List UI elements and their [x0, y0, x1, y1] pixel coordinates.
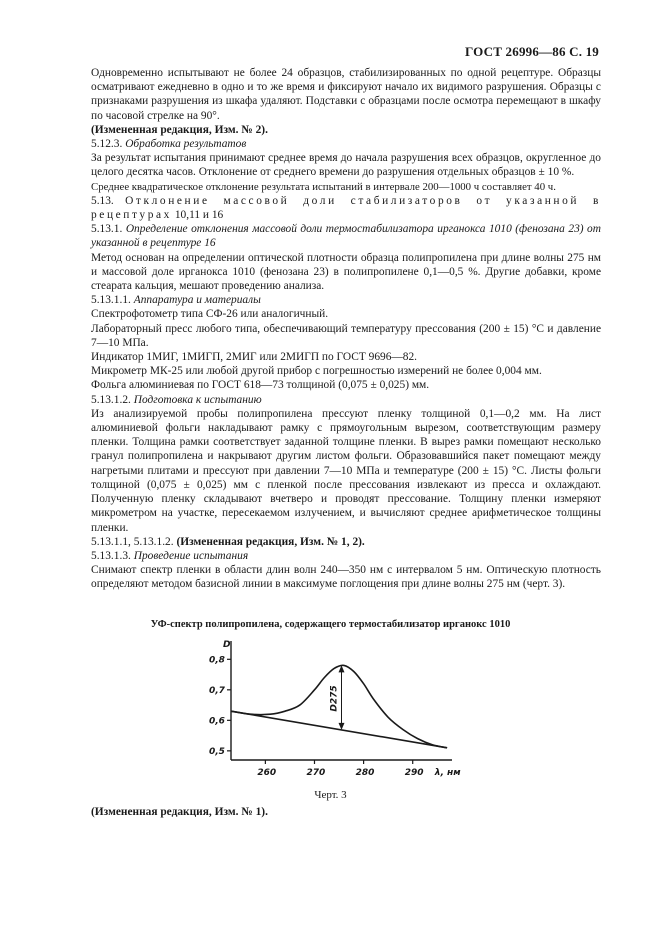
paragraph: Спектрофотометр типа СФ-26 или аналогичный.: [91, 308, 329, 321]
paragraph: Метод основан на определении оптической плотности образца полипропилена при длине волны 275 нм и массовой доле ирганокса 1010 (фенозана 23) в полипропилене 0,1—0,5 %. Другие добавки, кроме стеарата кальция, мешают проведению анализа.: [91, 251, 601, 293]
x-tick-label: 270: [306, 768, 326, 778]
section-title: Обработка результатов: [125, 138, 247, 151]
paragraph: Среднее квадратическое отклонение результата испытаний в интервале 200—1000 ч составляет 40 ч.: [91, 180, 556, 193]
section-title: Определение отклонения массовой доли термостабилизатора ирганокса 1010 (фенозана 23) от указанной в рецептуре 16: [91, 223, 601, 250]
paragraph: Фольга алюминиевая по ГОСТ 618—73 толщиной (0,075 ± 0,025) мм.: [91, 379, 430, 392]
paragraph: Микрометр МК-25 или любой другой прибор с погрешностью измерений не более 0,004 мм.: [91, 365, 542, 378]
revision-note: (Измененная редакция, Изм. № 2).: [91, 123, 268, 136]
x-tick-label: 260: [257, 768, 277, 778]
section-number: 5.13.1.2.: [91, 393, 131, 406]
section-number: 5.13.1.1, 5.13.1.2.: [91, 535, 174, 548]
annotation-label: D275: [329, 685, 340, 712]
section-number: 5.13.1.1.: [91, 294, 131, 307]
section-number: 5.13.1.3.: [91, 549, 131, 562]
y-axis-label: D: [223, 640, 231, 650]
paragraph: Снимают спектр пленки в области длин волн 240—350 нм с интервалом 5 нм. Оптическую плотность определяют методом базисной линии в максимуме поглощения при длине волны 275 нм (черт. 3).: [91, 564, 601, 591]
section-title: Аппаратура и материалы: [133, 294, 261, 307]
paragraph: Лабораторный пресс любого типа, обеспечивающий температуру прессования (200 ± 15) °С и давление 7—10 МПа.: [91, 322, 601, 349]
section-number: 5.13.1.: [91, 223, 123, 236]
x-axis-label: λ, нм: [434, 768, 461, 778]
paragraph: Из анализируемой пробы полипропилена прессуют пленку толщиной 0,1—0,2 мм. На лист алюминиевой фольги накладывают рамку с прямоугольным вырезом, соответствующим размеру пленки. Толщина рамки соответствует заданной толщине пленки. В вырез рамки помещают несколько гранул полипропилена и накрывают другим листом фольги. Образовавшийся пакет помещают между нагретыми плитами и прессуют при давлении 7—10 МПа и температуре (200 ± 15) °С. Листы фольги толщиной (0,075 ± 0,025) мм с пленкой после прессования извлекают из пресса и охлаждают. Полученную пленку складывают вчетверо и проводят прессование. Толщину пленки измеряют микрометром на участке, пересекаемом излучением, и вычисляют среднее арифметическое толщины пленки.: [91, 407, 601, 534]
paragraph: За результат испытания принимают среднее время до начала разрушения всех образцов, округленное до целого десятка часов. Отклонение от среднего времени до разрушения отдельных образцов ± 10 %.: [91, 152, 601, 179]
section-number: 5.12.3.: [91, 138, 123, 151]
section-title-tail: 10,11 и 16: [174, 209, 224, 222]
paragraph: Индикатор 1МИГ, 1МИГП, 2МИГ или 2МИГП по ГОСТ 9696—82.: [91, 351, 418, 364]
figure-caption: Черт. 3: [314, 789, 347, 801]
y-tick-label: 0,7: [209, 685, 225, 696]
paragraph: Одновременно испытывают не более 24 образцов, стабилизированных по одной рецептуре. Образцы осматривают ежедневно в одно и то же время и фиксируют начало их видимого разрушения. Образцы с признаками разрушения из шкафа удаляют. Подставки с образцами после осмотра перемещают в шкафу по часовой стрелке на 90°.: [91, 67, 601, 122]
section-title: Подготовка к испытанию: [133, 393, 262, 406]
y-tick-label: 0,5: [209, 746, 225, 757]
y-tick-label: 0,8: [209, 655, 225, 666]
x-tick-label: 290: [404, 768, 424, 778]
revision-text: (Измененная редакция, Изм. № 1, 2).: [176, 535, 365, 548]
y-tick-label: 0,6: [209, 716, 225, 727]
section-title: Отклонение массовой доли стабилизаторов от указанной в рецептурах: [91, 194, 601, 222]
section-number: 5.13.: [91, 194, 114, 207]
revision-note: (Измененная редакция, Изм. № 1).: [91, 806, 268, 818]
figure-title: УФ-спектр полипропилена, содержащего термостабилизатор ирганокс 1010: [150, 619, 511, 630]
baseline: [231, 711, 447, 748]
section-title: Проведение испытания: [133, 549, 249, 562]
x-tick-label: 280: [355, 768, 375, 778]
page-header: ГОСТ 26996—86 С. 19: [465, 44, 599, 59]
